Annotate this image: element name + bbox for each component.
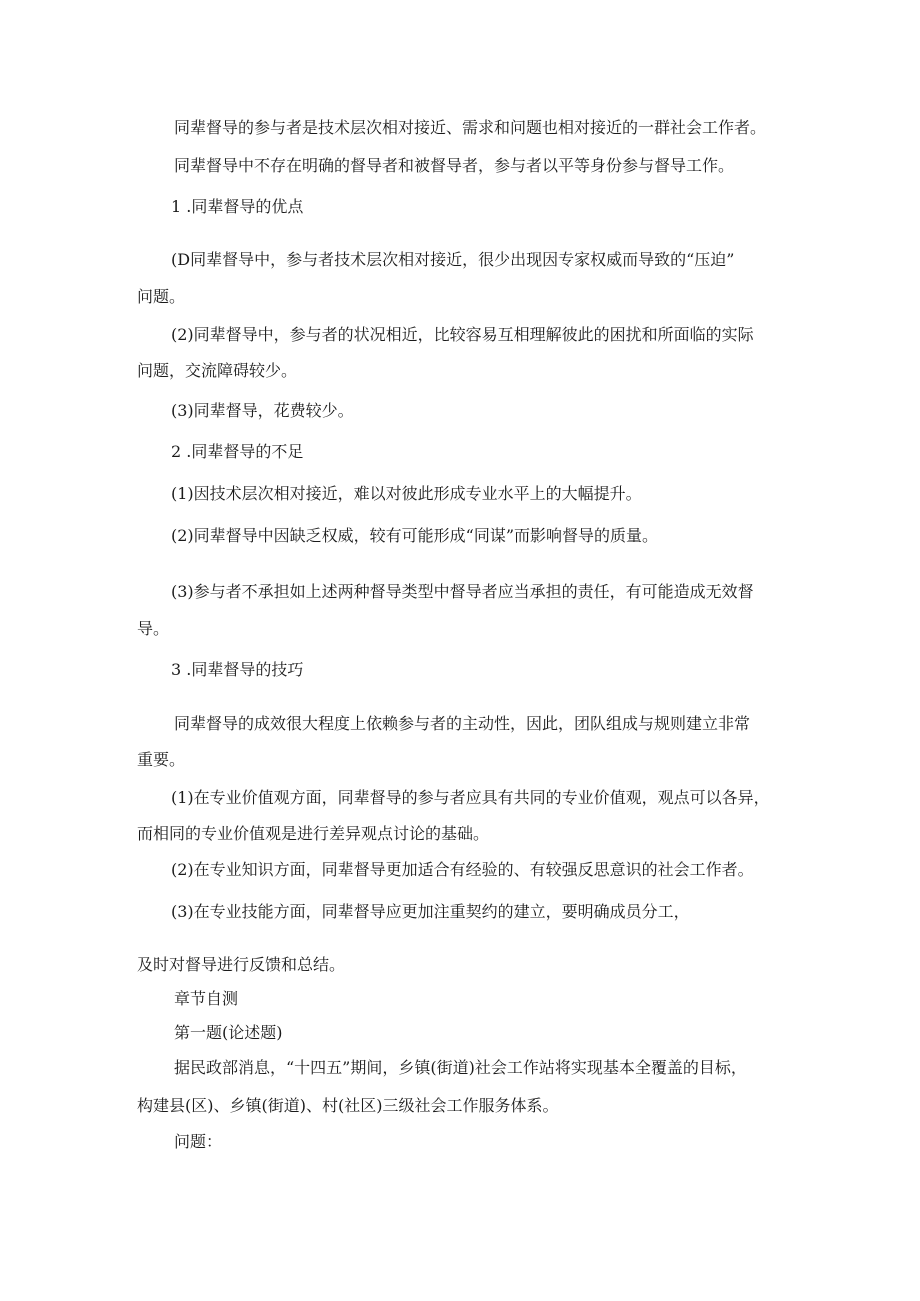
list-item-line: 问题，交流障碍较少。 xyxy=(137,361,298,380)
section-heading: 3 .同辈督导的技巧 xyxy=(171,660,304,679)
list-item-line: 而相同的专业价值观是进行差异观点讨论的基础。 xyxy=(137,824,490,843)
list-item-line: (2)同辈督导中因缺乏权威，较有可能形成“同谋”而影响督导的质量。 xyxy=(171,526,659,545)
paragraph-line: 同辈督导的成效很大程度上依赖参与者的主动性，因此，团队组成与规则建立非常 xyxy=(174,714,751,733)
question-label: 问题： xyxy=(174,1132,223,1151)
paragraph-line: 及时对督导进行反馈和总结。 xyxy=(137,955,346,974)
list-item-line: 问题。 xyxy=(137,287,186,306)
paragraph-line: 据民政部消息，“十四五”期间，乡镇(街道)社会工作站将实现基本全覆盖的目标， xyxy=(174,1058,747,1077)
list-item-line: (1)因技术层次相对接近，难以对彼此形成专业水平上的大幅提升。 xyxy=(171,484,642,503)
list-item-line: (2)同辈督导中，参与者的状况相近，比较容易互相理解彼此的困扰和所面临的实际 xyxy=(171,325,754,344)
paragraph-line: 同辈督导的参与者是技术层次相对接近、需求和问题也相对接近的一群社会工作者。 xyxy=(174,118,767,137)
list-item-line: 导。 xyxy=(137,619,170,638)
paragraph-line: 重要。 xyxy=(137,750,186,769)
list-item-line: (2)在专业知识方面，同辈督导更加适合有经验的、有较强反思意识的社会工作者。 xyxy=(171,860,754,879)
section-heading: 1 .同辈督导的优点 xyxy=(171,197,304,216)
list-item-line: (1)在专业价值观方面，同辈督导的参与者应具有共同的专业价值观，观点可以各异， xyxy=(171,788,770,807)
list-item-line: (3)参与者不承担如上述两种督导类型中督导者应当承担的责任，有可能造成无效督 xyxy=(171,582,754,601)
question-heading: 第一题(论述题) xyxy=(174,1023,283,1042)
paragraph-line: 同辈督导中不存在明确的督导者和被督导者，参与者以平等身份参与督导工作。 xyxy=(174,156,735,175)
list-item-line: (3)同辈督导，花费较少。 xyxy=(171,401,354,420)
list-item-line: (3)在专业技能方面，同辈督导应更加注重契约的建立，要明确成员分工， xyxy=(171,902,690,921)
paragraph-line: 构建县(区)、乡镇(街道)、村(社区)三级社会工作服务体系。 xyxy=(137,1096,559,1115)
section-heading: 2 .同辈督导的不足 xyxy=(171,442,304,461)
section-heading: 章节自测 xyxy=(174,989,239,1008)
list-item-line: (D同辈督导中，参与者技术层次相对接近，很少出现因专家权威而导致的“压迫” xyxy=(171,250,735,269)
